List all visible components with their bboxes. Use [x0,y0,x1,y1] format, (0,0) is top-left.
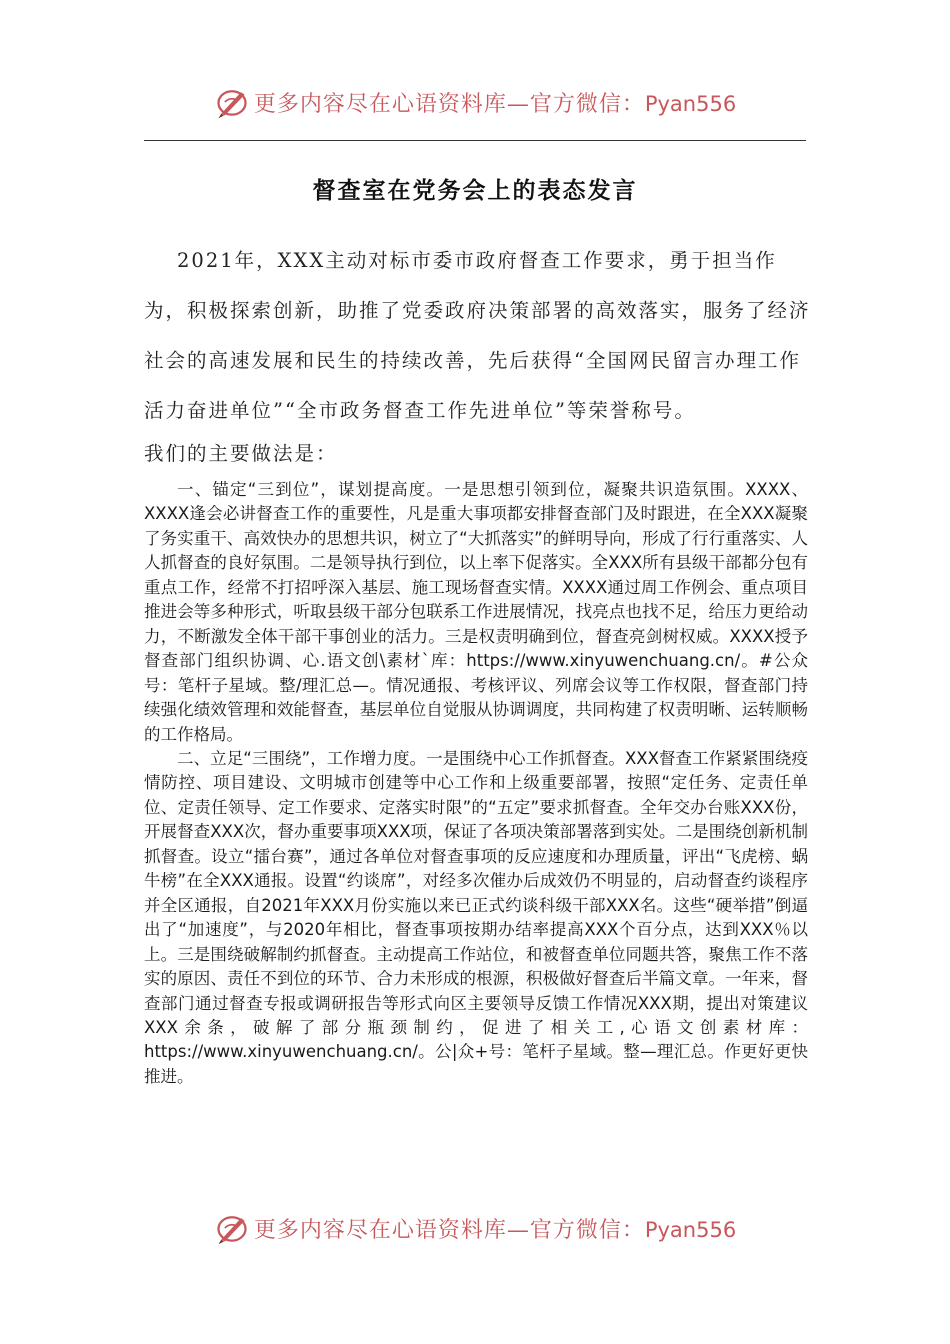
lead-line: 我们的主要做法是： [144,442,338,465]
body-text [144,478,808,1089]
footer-banner-text: 更多内容尽在心语资料库—官方微信：Pyan556 [253,1217,737,1243]
intro-paragraph [144,236,814,436]
document-title: 督查室在党务会上的表态发言 [312,178,638,204]
intro-text: 2021年，XXX主动对标市委市政府督查工作要求，勇于担当作为，积极探索创新，助推了党委政府决策部署的高效落实，服务了经济社会的高速发展和民生的持续改善，先后获得“全国网民留言办理工作活力奋进单位”“全市政务督查工作先进单位”等荣誉称号。 [144,249,811,422]
footer-banner [0,1208,950,1248]
header-banner [0,82,950,122]
header-banner-text: 更多内容尽在心语资料库—官方微信：Pyan556 [253,91,737,117]
header-banner-id: Pyan556 [644,91,737,116]
pen-logo-icon [214,84,250,120]
body-paragraph-2: 二、立足“三围绕”，工作增力度。一是围绕中心工作抓督查。XXX督查工作紧紧围绕疫情防控、项目建设、文明城市创建等中心工作和上级重要部署，按照“定任务、定责任单位、定责任领导、定工作要求、定落实时限”的“五定”要求抓督查。全年交办台账XXX份，开展督查XXX次，督办重要事项XXX项，保证了各项决策部署落到实处。二是围绕创新机制抓督查。设立“擂台赛”，通过各单位对督查事项的反应速度和办理质量，评出“飞虎榜、蜗牛榜”在全XXX通报。设置“约谈席”，对经多次催办后成效仍不明显的，启动督查约谈程序并全区通报，自2021年XXX月份实施以来已正式约谈科级干部XXX名。这些“硬举措”倒逼出了“加速度”，与2020年相比，督查事项按期办结率提高XXX个百分点，达到XXX％以上。三是围绕破解制约抓督查。主动提高工作站位，和被督查单位同题共答，聚焦工作不落实的原因、责任不到位的环节、合力未形成的根源，积极做好督查后半篇文章。一年来，督查部门通过督查专报或调研报告等形式向区主要领导反馈工作情况XXX期，提出对策建议XXX余条，破解了部分瓶颈制约，促进了相关工,心语文创素材库：https://www.xinyuwenchuang.cn/。公|众+号：笔杆子星域。整—理汇总。作更好更快推进。 [144,748,808,1086]
pen-logo-icon [214,1210,250,1246]
footer-banner-id: Pyan556 [644,1217,737,1242]
body-paragraph-1: 一、锚定“三到位”，谋划提高度。一是思想引领到位，凝聚共识造氛围。XXXX、XXXX逢会必讲督查工作的重要性，凡是重大事项都安排督查部门及时跟进，在全XXX凝聚了务实重干、高效快办的思想共识，树立了“大抓落实”的鲜明导向，形成了行行重落实、人人抓督查的良好氛围。二是领导执行到位，以上率下促落实。全XXX所有县级干部都分包有重点工作，经常不打招呼深入基层、施工现场督查实情。XXXX通过周工作例会、重点项目推进会等多种形式，听取县级干部分包联系工作进展情况，找亮点也找不足，给压力更给动力，不断激发全体干部干事创业的活力。三是权责明确到位，督查亮剑树权威。XXXX授予督查部门组织协调、心.语文创\素材`库：https://www.xinyuwenchuang.cn/。#公众号：笔杆子星域。整/理汇总—。情况通报、考核评议、列席会议等工作权限，督查部门持续强化绩效管理和效能督查，基层单位自觉服从协调调度，共同构建了权责明晰、运转顺畅的工作格局。 [144,480,808,744]
header-divider [144,140,806,141]
